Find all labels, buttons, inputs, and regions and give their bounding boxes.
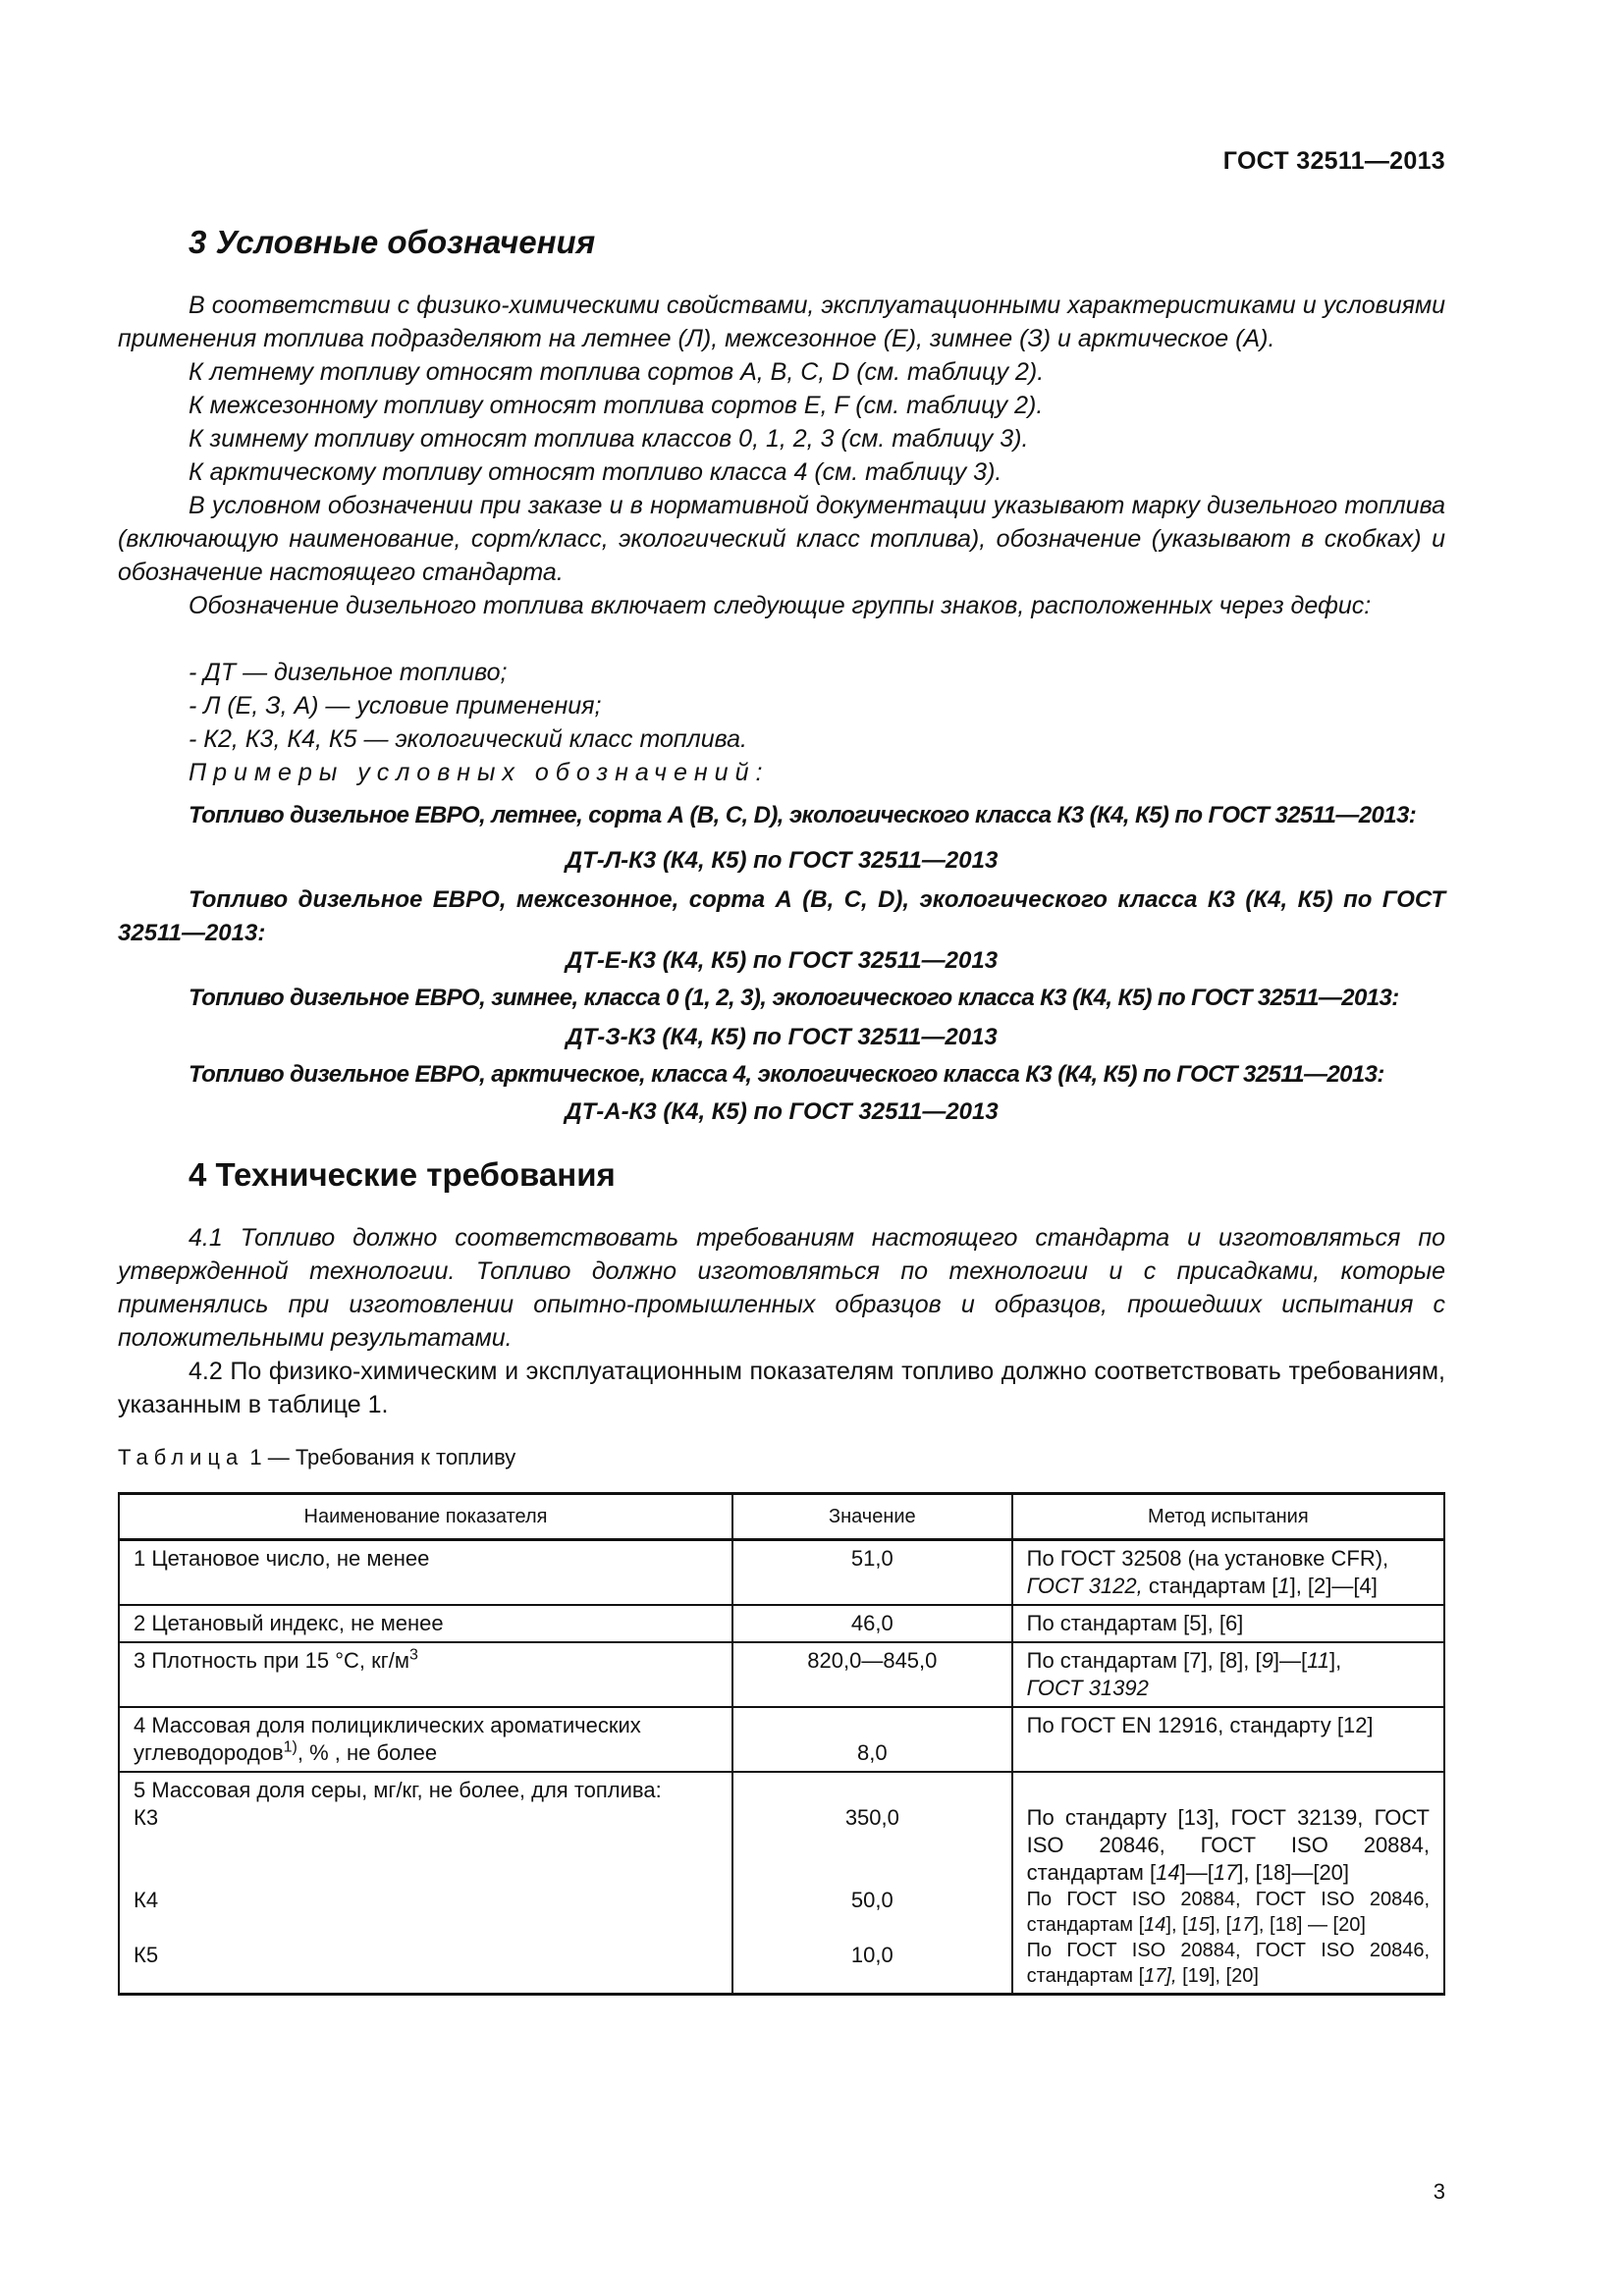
row-5-k3-label: К3	[134, 1805, 159, 1830]
section-3-para-1: В соответствии с физико-химическими свойствами, эксплуатационными характеристиками и условиями применения топлива подразделяют на летнее (Л), межсезонное (Е), зимнее (З) и арктическое (А).	[118, 292, 1445, 352]
header-indicator: Наименование показателя	[119, 1494, 732, 1540]
row-5-k4-label: К4	[134, 1888, 159, 1912]
row-5-k5-value: 10,0	[850, 1943, 893, 1967]
section-3-line-summer: К летнему топливу относят топлива сортов A, B, C, D (см. таблицу 2).	[189, 358, 1045, 386]
section-3-para-order: В условном обозначении при заказе и в нормативной документации указывают марку дизельного топлива (включающую наименование, сорт/класс, экологический класс топлива), обозначение (указывают в скобках) и обозначение настоящего стандарта.	[118, 492, 1445, 586]
row-5-k4-value: 50,0	[850, 1888, 893, 1912]
table-header-row	[119, 1494, 1444, 1540]
designation-item-1: - ДТ — дизельное топливо;	[189, 659, 508, 686]
requirements-table	[118, 1492, 1445, 1996]
row-4-method: По ГОСТ EN 12916, стандарту [12]	[1012, 1707, 1444, 1772]
section-4-para-4-1: 4.1 Топливо должно соответствовать требованиям настоящего стандарта и изготовляться по утвержденной технологии. Топливо должно изготовляться по технологии и с присадками, которые применялись при изготовлении опытно-промышленных образцов и образцов, прошедших испытания с положительными результатами.	[118, 1224, 1445, 1352]
example-1-text: Топливо дизельное ЕВРО, летнее, сорта А (В, С, D), экологического класса К3 (К4, К5) по ГОСТ 32511—2013:	[189, 802, 1417, 828]
section-4-title: 4 Технические требования	[189, 1156, 616, 1193]
row-5-k5-method: По ГОСТ ISO 20884, ГОСТ ISO 20846, стандартам [17], [19], [20]	[1026, 1940, 1430, 1987]
table-row	[119, 1707, 1444, 1772]
example-1-code: ДТ-Л-К3 (К4, К5) по ГОСТ 32511—2013	[565, 847, 999, 874]
table-row	[119, 1540, 1444, 1606]
table-row	[119, 1605, 1444, 1642]
row-5-k4-method: По ГОСТ ISO 20884, ГОСТ ISO 20846, стандартам [14], [15], [17], [18] — [20]	[1026, 1889, 1430, 1936]
table-caption-rest: 1 — Требования к топливу	[249, 1445, 516, 1469]
row-2-name: 2 Цетановый индекс, не менее	[119, 1605, 732, 1642]
row-5-methods	[1012, 1772, 1444, 1995]
row-2-value: 46,0	[732, 1605, 1012, 1642]
example-4-text: Топливо дизельное ЕВРО, арктическое, класса 4, экологического класса К3 (К4, К5) по ГОСТ 32511—2013:	[189, 1061, 1384, 1088]
row-5-k3-value: 350,0	[844, 1805, 899, 1830]
row-1-name: 1 Цетановое число, не менее	[119, 1540, 732, 1606]
header-value: Значение	[732, 1494, 1012, 1540]
example-2-text: Топливо дизельное ЕВРО, межсезонное, сорта А (В, С, D), экологического класса К3 (К4, К5) по ГОСТ 32511—2013:	[118, 886, 1445, 946]
row-5-values	[732, 1772, 1012, 1995]
page-number: 3	[1433, 2179, 1445, 2204]
header-method: Метод испытания	[1012, 1494, 1444, 1540]
section-3-title: 3 Условные обозначения	[189, 224, 596, 260]
examples-label: Примеры условных обозначений:	[189, 759, 770, 786]
section-4-para-4-2: 4.2 По физико-химическим и эксплуатационным показателям топливо должно соответствовать требованиям, указанным в таблице 1.	[118, 1358, 1445, 1418]
table-row	[119, 1642, 1444, 1707]
example-2-code: ДТ-Е-К3 (К4, К5) по ГОСТ 32511—2013	[565, 947, 999, 974]
section-3-para-groups: Обозначение дизельного топлива включает следующие группы знаков, расположенных через дефис:	[189, 592, 1372, 619]
row-3-value: 820,0—845,0	[732, 1642, 1012, 1707]
section-3-line-arctic: К арктическому топливу относят топливо класса 4 (см. таблицу 3).	[189, 458, 1002, 486]
example-4-code: ДТ-А-К3 (К4, К5) по ГОСТ 32511—2013	[565, 1098, 999, 1125]
example-3-text: Топливо дизельное ЕВРО, зимнее, класса 0 (1, 2, 3), экологического класса К3 (К4, К5) по ГОСТ 32511—2013:	[189, 985, 1399, 1011]
row-5-name: 5 Массовая доля серы, мг/кг, не более, для топлива: К3 К4 К5	[119, 1772, 732, 1995]
document-id-header: ГОСТ 32511—2013	[1222, 147, 1445, 175]
section-3-line-winter: К зимнему топливу относят топлива классов 0, 1, 2, 3 (см. таблицу 3).	[189, 425, 1029, 453]
table-row	[119, 1772, 1444, 1995]
row-4-value: 8,0	[732, 1707, 1012, 1772]
row-3-method: По стандартам [7], [8], [9]—[11], ГОСТ 31392	[1012, 1642, 1444, 1707]
row-5-k3-method: По стандарту [13], ГОСТ 32139, ГОСТ ISO 20846, ГОСТ ISO 20884, стандартам [14]—[17], [18]—[20]	[1026, 1805, 1430, 1885]
row-3-name: 3 Плотность при 15 °С, $кг/м^3$	[119, 1642, 732, 1707]
row-4-name: 4 Массовая доля полициклических ароматических углеводородов$^{1)}$, % , не более	[119, 1707, 732, 1772]
row-1-value: 51,0	[732, 1540, 1012, 1606]
table-caption	[118, 1443, 515, 1472]
example-3-code: ДТ-З-К3 (К4, К5) по ГОСТ 32511—2013	[566, 1024, 998, 1050]
designation-item-2: - Л (Е, З, А) — условие применения;	[189, 692, 602, 720]
section-3-line-interseason: К межсезонному топливу относят топлива сортов E, F (см. таблицу 2).	[189, 392, 1044, 419]
row-1-method: По ГОСТ 32508 (на установке CFR), ГОСТ 3122, стандартам [1], [2]—[4]	[1012, 1540, 1444, 1606]
designation-item-3: - К2, К3, К4, К5 — экологический класс топлива.	[189, 725, 748, 753]
row-2-method: По стандартам [5], [6]	[1012, 1605, 1444, 1642]
table-caption-word: Таблица	[118, 1445, 244, 1469]
row-5-k5-label: К5	[134, 1943, 159, 1967]
